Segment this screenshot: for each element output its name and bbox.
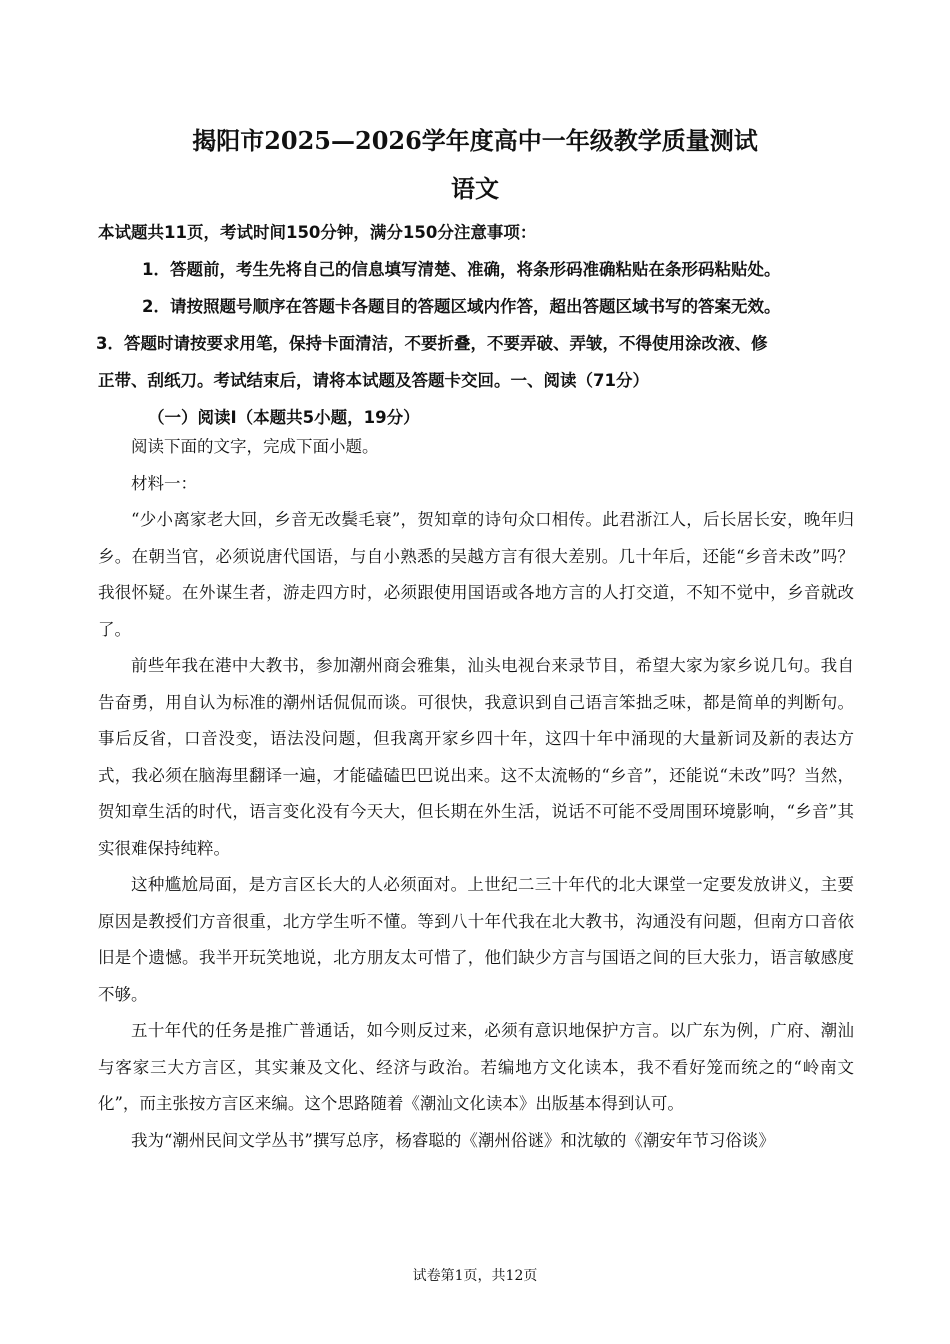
exam-subject: 语文 [451, 174, 499, 203]
notice-item-2: 2．请按照题号顺序在答题卡各题目的答题区域内作答，超出答题区域书写的答案无效。 [142, 297, 781, 316]
notice-item-1: 1．答题前，考生先将自己的信息填写清楚、准确，将条形码准确粘贴在条形码粘贴处。 [142, 260, 781, 279]
page-footer: 试卷第1页，共12页 [412, 1268, 538, 1284]
exam-title: 揭阳市2025—2026学年度高中一年级教学质量测试 [192, 126, 758, 155]
reading-body [98, 429, 854, 1159]
material-label: 材料一： [131, 473, 197, 493]
paragraph-3: 这种尴尬局面，是方言区长大的人必须面对。上世纪二三十年代的北大课堂一定要发放讲义，主要原因是教授们方音很重，北方学生听不懂。等到八十年代我在北大教书，沟通没有问题，但南方口音依旧是个遗憾。我半开玩笑地说，北方朋友太可惜了，他们缺少方言与国语之间的巨大张力，语言敏感度不够。 [98, 875, 854, 1004]
paragraph-4: 五十年代的任务是推广普通话，如今则反过来，必须有意识地保护方言。以广东为例，广府、潮汕与客家三大方言区，其实兼及文化、经济与政治。若编地方文化读本，我不看好笼而统之的“岭南文化”，而主张按方言区来编。这个思路随着《潮汕文化读本》出版基本得到认可。 [98, 1021, 854, 1113]
notice-intro: 本试题共11页，考试时间150分钟，满分150分注意事项： [98, 223, 537, 242]
paragraph-1: “少小离家老大回，乡音无改鬓毛衰”，贺知章的诗句众口相传。此君浙江人，后长居长安，晚年归乡。在朝当官，必须说唐代国语，与自小熟悉的吴越方言有很大差别。几十年后，还能“乡音未改”吗？我很怀疑。在外谋生者，游走四方时，必须跟使用国语或各地方言的人打交道，不知不觉中，乡音就改了。 [98, 510, 854, 639]
paragraph-2: 前些年我在港中大教书，参加潮州商会雅集，汕头电视台来录节目，希望大家为家乡说几句。我自告奋勇，用自认为标准的潮州话侃侃而谈。可很快，我意识到自己语言笨拙乏味，都是简单的判断句。事后反省，口音没变，语法没问题，但我离开家乡四十年，这四十年中涌现的大量新词及新的表达方式，我必须在脑海里翻译一遍，才能磕磕巴巴说出来。这不太流畅的“乡音”，还能说“未改”吗？当然，贺知章生活的时代，语言变化没有今天大，但长期在外生活，说话不可能不受周围环境影响，“乡音”其实很难保持纯粹。 [98, 656, 854, 858]
section-heading: （一）阅读I（本题共5小题，19分） [148, 408, 420, 427]
reading-instruction: 阅读下面的文字，完成下面小题。 [131, 437, 379, 456]
notice-item-3-line-1: 3．答题时请按要求用笔，保持卡面清洁，不要折叠，不要弄破、弄皱，不得使用涂改液、修 [96, 334, 768, 353]
notice-item-3-line-2: 正带、刮纸刀。考试结束后，请将本试题及答题卡交回。一、阅读（71分） [98, 371, 649, 390]
notice-block [98, 214, 858, 436]
paragraph-5: 我为“潮州民间文学丛书”撰写总序，杨睿聪的《潮州俗谜》和沈敏的《潮安年节习俗谈》 [131, 1130, 775, 1150]
